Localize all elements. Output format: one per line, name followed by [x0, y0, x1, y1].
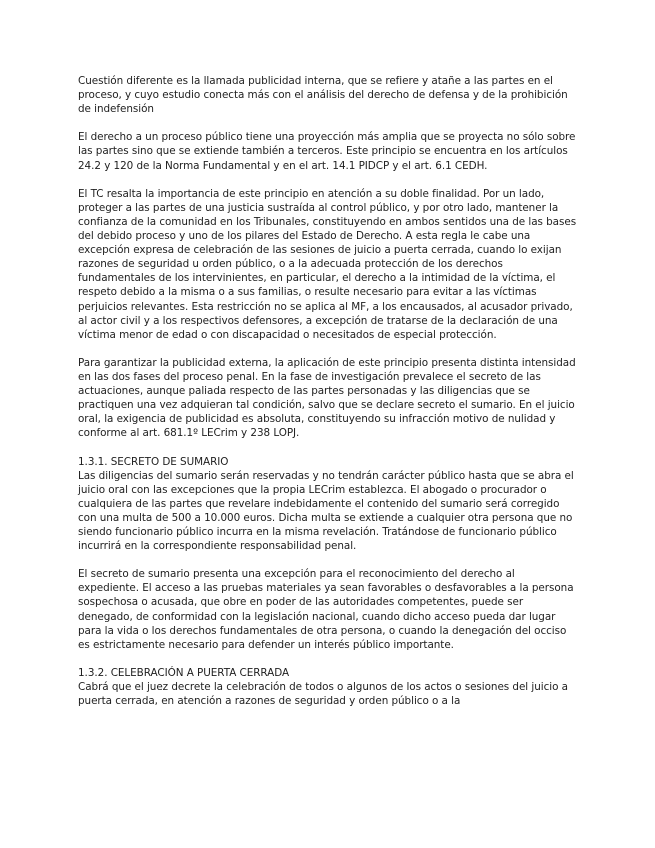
paragraph-diligencias-sumario: Las diligencias del sumario serán reservadas y no tendrán carácter público hasta que se abra el juicio oral con las excepciones que la propia LECrim establezca. El abogado o procurador o cualquiera de las partes que revelare indebidamente el contenido del sumario será corregido con una multa de 500 a 10.000 euros. Dicha multa se extiende a cualquier otra persona que no siendo funcionario público incurra en la misma revelación. Tratándose de funcionario público incurrirá en la correspondiente responsabilidad penal. — [78, 469, 574, 553]
paragraph-proceso-publico: El derecho a un proceso público tiene una proyección más amplia que se proyecta no sólo sobre las partes sino que se extiende también a terceros. Este principio se encuentra en los artículos 24.2 y 120 de la Norma Fundamental y en el art. 14.1 PIDCP y el art. 6.1 CEDH. — [78, 131, 576, 172]
paragraph-publicidad-interna: Cuestión diferente es la llamada publicidad interna, que se refiere y atañe a las partes en el proceso, y cuyo estudio conecta más con el análisis del derecho de defensa y de la prohibición de indefensión — [78, 75, 568, 116]
paragraph-tc-importancia: El TC resalta la importancia de este principio en atención a su doble finalidad. Por un lado, proteger a las partes de una justicia sustraída al control público, y por otro lado, mantener la confianza de la comunidad en los Tribunales, constituyendo en ambos sentidos una de las bases del debido proceso y uno de los pilares del Estado de Derecho. A esta regla le cabe una excepción expresa de celebración de las sesiones de juicio a puerta cerrada, cuando lo exijan razones de seguridad u orden público, o a la adecuada protección de los derechos fundamentales de los intervinientes, en particular, el derecho a la intimidad de la víctima, el respeto debido a la misma o a sus familias, o resulte necesario para evitar a las víctimas perjuicios relevantes. Esta restricción no se aplica al MF, a los encausados, al acusador privado, al actor civil y a los respectivos defensores, a excepción de tratarse de la declaración de una víctima menor de edad o con discapacidad o necesitados de especial protección. — [78, 187, 577, 341]
paragraph-publicidad-externa: Para garantizar la publicidad externa, la aplicación de este principio presenta distinta intensidad en las dos fases del proceso penal. En la fase de investigación prevalece el secreto de las actuaciones, aunque paliada respecto de las partes personadas y las diligencias que se practiquen una vez adquieran tal condición, salvo que se declare secreto el sumario. En el juicio oral, la exigencia de publicidad es absoluta, constituyendo su infracción motivo de nulidad y conforme al art. 681.1º LECrim y 238 LOPJ. — [78, 356, 576, 440]
section-heading-secreto-sumario: 1.3.1. SECRETO DE SUMARIO — [78, 455, 229, 468]
paragraph-excepcion-expediente: El secreto de sumario presenta una excepción para el reconocimiento del derecho al expediente. El acceso a las pruebas materiales ya sean favorables o desfavorables a la persona sospechosa o acusada, que obre en poder de las autoridades competentes, puede ser denegado, de conformidad con la legislación nacional, cuando dicho acceso pueda dar lugar para la vida o los derechos fundamentales de otra persona, o cuando la denegación del occiso es estrictamente necesario para defender un interés público importante. — [78, 568, 574, 651]
document-page — [78, 74, 578, 708]
section-heading-puerta-cerrada: 1.3.2. CELEBRACIÓN A PUERTA CERRADA — [78, 666, 290, 679]
paragraph-juicio-puerta-cerrada: Cabrá que el juez decrete la celebración de todos o algunos de los actos o sesiones del juicio a puerta cerrada, en atención a razones de seguridad y orden público o a la — [78, 681, 568, 708]
